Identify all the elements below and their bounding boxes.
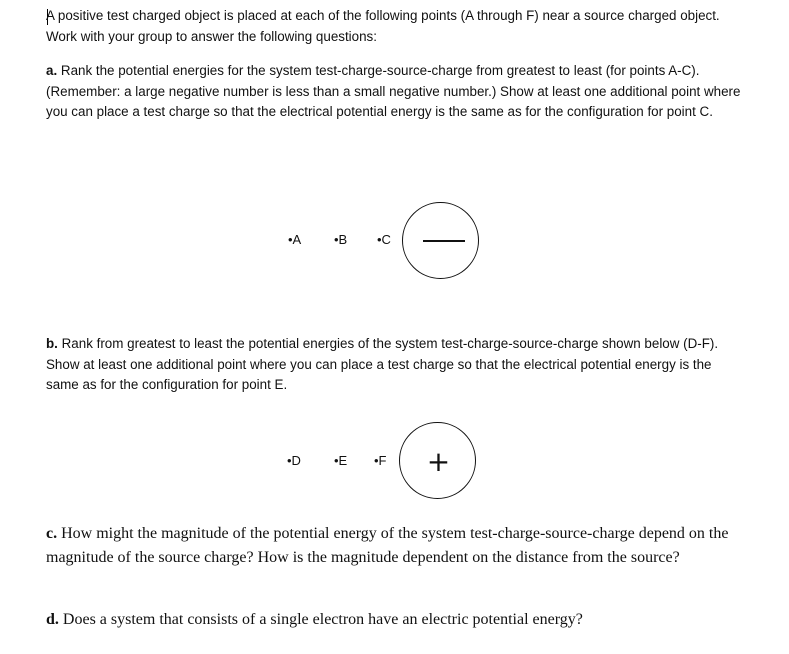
intro-paragraph: A positive test charged object is placed at each of the following points (A through F) near a source charged object. Work with your group to answer the following questions:	[46, 8, 720, 44]
point-f: •F	[374, 453, 387, 468]
point-c: •C	[377, 232, 391, 247]
part-b-text: Rank from greatest to least the potential energies of the system test-charge-source-charge shown below (D-F). Show at least one additional point where you can place a test charge so that the electrical potential energy is the same as for the configuration for point E.	[46, 336, 719, 392]
point-b: •B	[334, 232, 348, 247]
plus-sign-icon: +	[426, 444, 451, 478]
point-a: •A	[288, 232, 302, 247]
positive-source-charge	[399, 422, 476, 499]
part-b-label: b.	[46, 336, 58, 351]
diagram-negative-source	[0, 192, 789, 282]
part-d-question	[46, 608, 746, 632]
minus-sign-icon	[423, 240, 465, 242]
part-b-question	[46, 334, 746, 396]
diagram-positive-source	[0, 416, 789, 506]
part-c-label: c.	[46, 525, 58, 542]
part-d-label: d.	[46, 611, 59, 628]
part-a-text: Rank the potential energies for the system test-charge-source-charge from greatest to least (for points A-C). (Remember: a large negative number is less than a small negative number.) Show at least one additional point where you can place a test charge so that the electrical potential energy is the same as for the configuration for point C.	[46, 63, 741, 119]
part-a-label: a.	[46, 63, 58, 78]
part-a-question	[46, 61, 746, 123]
point-d: •D	[287, 453, 301, 468]
part-d-text: Does a system that consists of a single electron have an electric potential energy?	[62, 611, 583, 628]
part-c-question	[46, 522, 746, 570]
part-c-text: How might the magnitude of the potential energy of the system test-charge-source-charge depend on the magnitude of the source charge? How is the magnitude dependent on the distance from the source?	[46, 525, 729, 566]
point-e: •E	[334, 453, 348, 468]
negative-source-charge	[402, 202, 479, 279]
